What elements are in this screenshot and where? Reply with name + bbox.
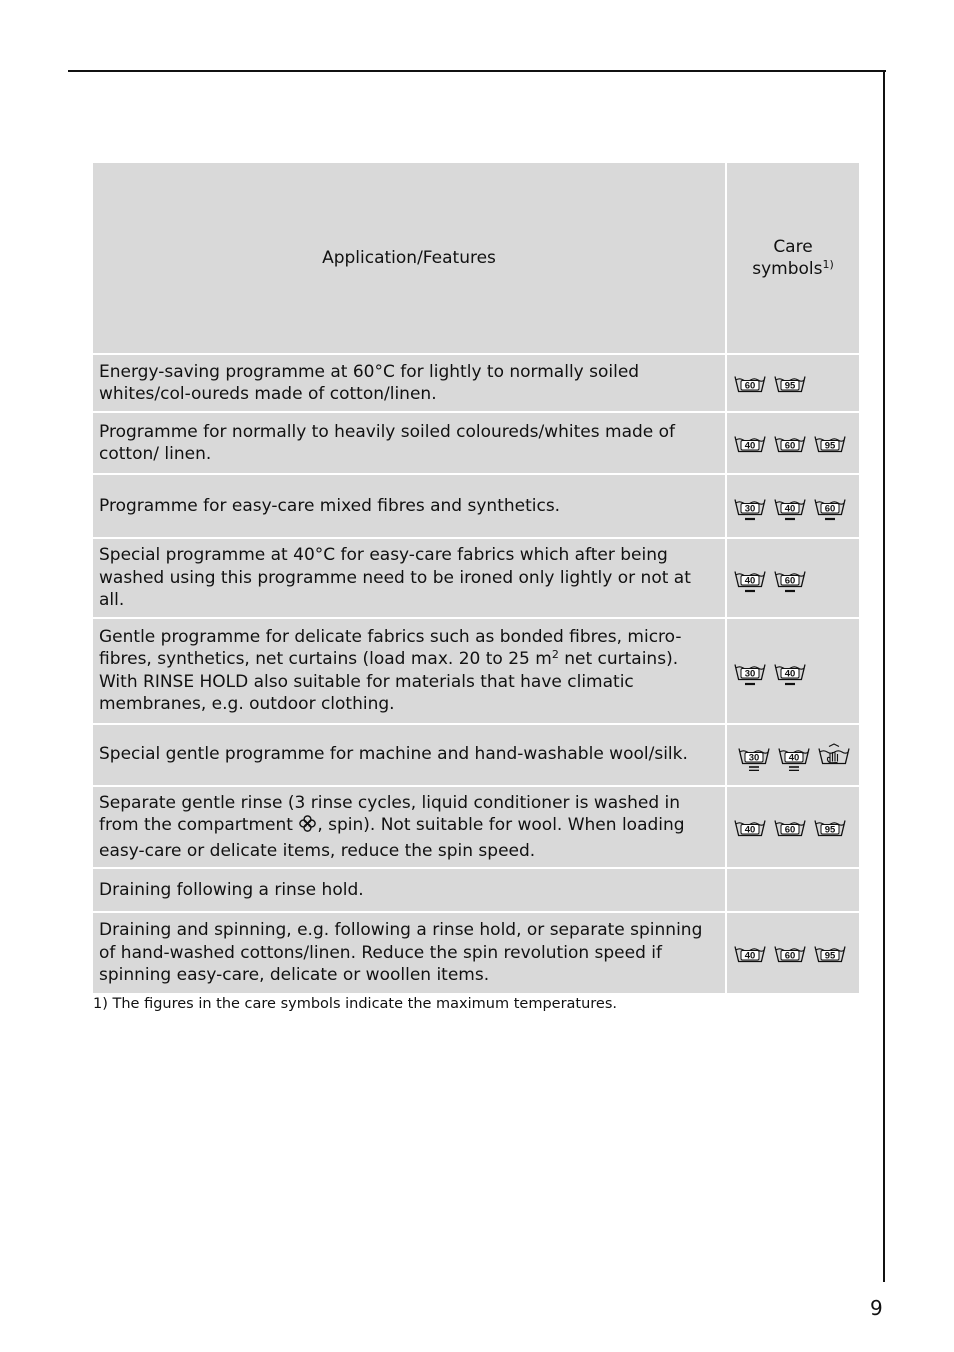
- flower-icon: [298, 814, 317, 840]
- wash-95-icon: [773, 371, 807, 399]
- row-care-symbols: [727, 413, 859, 473]
- svg-text:40: 40: [744, 440, 756, 452]
- svg-text:95: 95: [824, 824, 836, 836]
- wash-60-icon: [773, 941, 807, 969]
- wash-60-icon: [773, 815, 807, 843]
- row-description: Special gentle programme for machine and hand-washable wool/silk.: [93, 725, 725, 785]
- row-care-symbols: [727, 869, 859, 911]
- svg-text:60: 60: [784, 824, 796, 836]
- table-row: [93, 725, 859, 785]
- wash-95-icon: [813, 431, 847, 459]
- wash-60-gentle-icon: [773, 566, 807, 594]
- wash-40-gentle-icon: [773, 659, 807, 687]
- svg-text:40: 40: [784, 503, 796, 515]
- table-row: [93, 355, 859, 411]
- top-rule: [68, 70, 886, 72]
- row-care-symbols: [727, 475, 859, 537]
- svg-text:40: 40: [784, 668, 796, 680]
- wash-30-gentle-icon: [733, 494, 767, 522]
- row-description: Special programme at 40°C for easy-care fabrics which after being washed using this programme need to be ironed only lightly or not at all.: [93, 539, 725, 617]
- row-care-symbols: [727, 355, 859, 411]
- svg-text:60: 60: [824, 503, 836, 515]
- row-description: Draining following a rinse hold.: [93, 869, 725, 911]
- table-row: [93, 619, 859, 723]
- wash-40-icon: [733, 941, 767, 969]
- svg-text:30: 30: [744, 503, 756, 515]
- wash-40-icon: [733, 815, 767, 843]
- row-care-symbols: [727, 913, 859, 993]
- svg-text:30: 30: [748, 752, 760, 764]
- svg-text:40: 40: [744, 950, 756, 962]
- row-description: [93, 787, 725, 868]
- wash-60-icon: [733, 371, 767, 399]
- svg-text:95: 95: [784, 380, 796, 392]
- care-header-line2: symbols: [752, 259, 823, 279]
- table-row: [93, 869, 859, 911]
- wash-95-icon: [813, 815, 847, 843]
- application-features-header: Application/Features: [93, 163, 725, 353]
- row-text-continued: , spin). Not suitable for wool. When loading easy-care or delicate items, reduce the spin speed.: [99, 815, 685, 861]
- square-metre-superscript: 2: [551, 648, 559, 661]
- wash-40-icon: [733, 431, 767, 459]
- wash-60-icon: [773, 431, 807, 459]
- svg-text:40: 40: [788, 752, 800, 764]
- wash-60-gentle-icon: [813, 494, 847, 522]
- svg-text:95: 95: [824, 950, 836, 962]
- wash-95-icon: [813, 941, 847, 969]
- row-text-continued: net curtains). With RINSE HOLD also suitable for materials that have climatic membranes, e.g. outdoor clothing.: [99, 649, 679, 714]
- header-row: [93, 163, 859, 353]
- row-care-symbols: [727, 539, 859, 617]
- row-description: Energy-saving programme at 60°C for lightly to normally soiled whites/col-oureds made of cotton/linen.: [93, 355, 725, 411]
- row-care-symbols: [727, 787, 859, 868]
- page-number: 9: [870, 1296, 883, 1320]
- row-description: [93, 619, 725, 723]
- care-table: [91, 161, 861, 995]
- row-text: Gentle programme for delicate fabrics such as bonded fibres, micro-fibres, synthetics, net curtains (load max. 20 to 25 m: [99, 626, 682, 669]
- wash-40-gentle-icon: [733, 566, 767, 594]
- svg-text:40: 40: [744, 824, 756, 836]
- row-description: Draining and spinning, e.g. following a rinse hold, or separate spinning of hand-washed cottons/linen. Reduce the spin revolution speed if spinning easy-care, delicate or woollen items.: [93, 913, 725, 993]
- svg-text:60: 60: [784, 575, 796, 587]
- svg-text:60: 60: [784, 440, 796, 452]
- wash-30-gentle-icon: [733, 659, 767, 687]
- row-care-symbols: [727, 725, 859, 785]
- right-rule: [883, 70, 885, 1282]
- hand-wash-icon: [817, 743, 851, 771]
- table-row: [93, 413, 859, 473]
- row-description: Programme for normally to heavily soiled coloureds/whites made of cotton/ linen.: [93, 413, 725, 473]
- wash-40-gentle-icon: [773, 494, 807, 522]
- care-header-footnote-mark: 1): [822, 258, 834, 271]
- svg-text:30: 30: [744, 668, 756, 680]
- wash-40-very-gentle-icon: [777, 743, 811, 771]
- table-row: [93, 475, 859, 537]
- svg-text:95: 95: [824, 440, 836, 452]
- svg-text:60: 60: [784, 950, 796, 962]
- svg-text:60: 60: [744, 380, 756, 392]
- table-row: [93, 787, 859, 868]
- care-symbols-header: [727, 163, 859, 353]
- row-text: Separate gentle rinse (3 rinse cycles, liquid conditioner is washed in from the compartment: [99, 792, 681, 835]
- row-care-symbols: [727, 619, 859, 723]
- svg-text:40: 40: [744, 575, 756, 587]
- row-description: Programme for easy-care mixed fibres and synthetics.: [93, 475, 725, 537]
- table-row: [93, 913, 859, 993]
- footnote: 1) The figures in the care symbols indicate the maximum temperatures.: [93, 996, 618, 1012]
- table-row: [93, 539, 859, 617]
- wash-30-very-gentle-icon: [737, 743, 771, 771]
- care-header-line1: Care: [773, 236, 813, 257]
